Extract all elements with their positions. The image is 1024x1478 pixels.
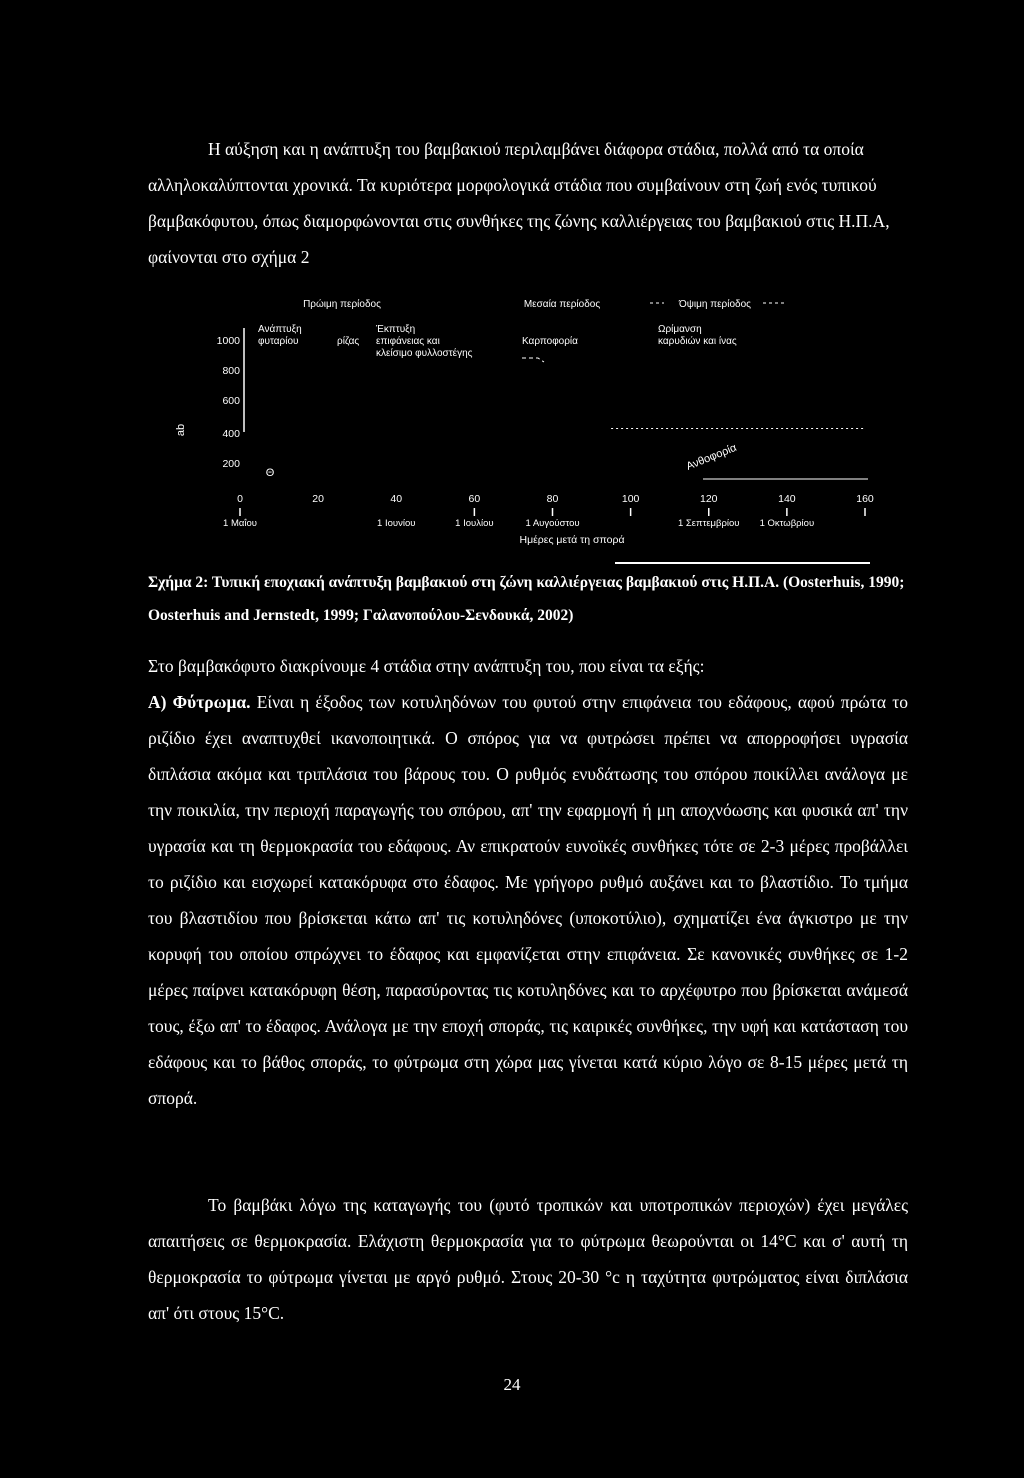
figure-2-chart <box>160 290 880 575</box>
bloom-label: Ανθοφορία <box>684 441 739 473</box>
stage-maturity-line1: Ωρίμανση <box>658 324 702 335</box>
x-tick-120: 120 <box>699 493 718 505</box>
page-number: 24 <box>503 1375 521 1394</box>
y-axis-label: ab <box>175 423 187 437</box>
fruiting-arrow <box>522 358 544 362</box>
figure-caption: Σχήμα 2: Τυπική εποχιακή ανάπτυξη βαμβακιού στη ζώνη καλλιέργειας βαμβακιού στις Η.Π.Α. (Oosterhuis, 1990; Oosterhuis and Jernstedt, 1999; Γαλανοπούλου-Σενδουκά, 2002) <box>148 574 905 624</box>
x-tick-60: 60 <box>468 493 481 505</box>
stage-a-title: Α) Φύτρωμα. <box>148 692 251 712</box>
y-tick-1000: 1000 <box>216 335 240 347</box>
temperature-paragraph: Το βαμβάκι λόγω της καταγωγής του (φυτό τροπικών και υποτροπικών περιοχών) έχει μεγάλες απαιτήσεις σε θερμοκρασία. Ελάχιστη θερμοκρασία για το φύτρωμα θεωρούνται οι 14°C και σ' αυτή τη θερμοκρασία το φύτρωμα γίνεται με αργό ρυθμό. Στους 20-30 °c η ταχύτητα φυτρώματος είναι διπλάσια απ' ότι στους 15°C. <box>148 1195 908 1323</box>
stage-maturity-line2: καρυδιών και ίνας <box>658 336 737 347</box>
period-early: Πρώιμη περίοδος <box>303 299 381 310</box>
stage-root: ρίζας <box>337 336 360 347</box>
x-tick-80: 80 <box>546 493 559 505</box>
stage-a-text: Είναι η έξοδος των κοτυληδόνων του φυτού στην επιφάνεια του εδάφους, αφού πρώτα το ριζίδιο έχει αναπτυχθεί ικανοποιητικά. Ο σπόρος για να φυτρώσει πρέπει να απορροφήσει υγρασία διπλάσια ακόμα και τριπλάσια του βάρους του. Ο ρυθμός ενυδάτωσης του σπόρου ποικίλλει ανάλογα με την ποικιλία, την περιοχή παραγωγής του σπόρου, απ' την εφαρμογή ή μη αποχνόωσης και φυσικά απ' την υγρασία και τη θερμοκρασία του εδάφους. Αν επικρατούν ευνοϊκές συνθήκες τότε σε 2-3 μέρες προβάλλει το ριζίδιο και εισχωρεί κατακόρυφα στο έδαφος. Με γρήγορο ρυθμό αυξάνει και το βλαστίδιο. Το τμήμα του βλαστιδίου που βρίσκεται κάτω απ' τις κοτυληδόνες (υποκοτύλιο), σχηματίζει ένα άγκιστρο με την κορυφή του οποίου σπρώχνει το έδαφος και εμφανίζεται στην επιφάνεια. Σε κανονικές συνθήκες σε 1-2 μέρες παίρνει κατακόρυφη θέση, παρασύροντας τις κοτυληδόνες και το αρχέφυτρο που βρίσκεται ανάμεσά τους, έξω απ' το έδαφος. Ανάλογα με την εποχή σποράς, τις καιρικές συνθήκες, την υφή και κατάσταση του εδάφους και το βάθος σποράς, το φύτρωμα στη χώρα μας γίνεται κατά κύριο λόγο σε 8-15 μέρες μετά τη σπορά. <box>148 692 908 1108</box>
x-tick-20: 20 <box>312 493 324 505</box>
x-tick-100: 100 <box>621 493 640 505</box>
stage-fruiting: Καρποφορία <box>522 336 578 347</box>
date-label-2: 1 Ιουλίου <box>455 518 494 529</box>
x-axis-label: Ημέρες μετά τη σπορά <box>519 534 625 546</box>
date-label-4: 1 Σεπτεμβρίου <box>677 518 740 529</box>
stage-expansion-line2: επιφάνειας και <box>376 336 440 347</box>
stage-a-paragraph <box>148 684 908 1116</box>
date-label-1: 1 Ιουνίου <box>377 518 416 529</box>
y-tick-labels <box>217 335 241 470</box>
date-label-0: 1 Μαΐου <box>223 518 257 529</box>
date-label-5: 1 Οκτωβρίου <box>759 518 815 529</box>
stage-emergence-line2: φυταρίου <box>258 336 299 347</box>
stage-expansion-line1: Έκπτυξη <box>376 324 416 335</box>
chart-svg <box>160 290 880 575</box>
date-label-3: 1 Αυγούστου <box>525 518 580 529</box>
x-tick-160: 160 <box>856 493 874 505</box>
stage-expansion-line3: κλείσιμο φυλλοστέγης <box>376 348 473 359</box>
y-tick-800: 800 <box>222 365 240 377</box>
intro-paragraph: Η αύξηση και η ανάπτυξη του βαμβακιού περιλαμβάνει διάφορα στάδια, πολλά από τα οποία αλληλοκαλύπτονται χρονικά. Τα κυριότερα μορφολογικά στάδια που συμβαίνουν στη ζωή ενός τυπικού βαμβακόφυτου, όπως διαμορφώνονται στις συνθήκες της ζώνης καλλιέργειας του βαμβακιού στις Η.Π.Α, φαίνονται στο σχήμα 2 <box>148 139 890 267</box>
stages-intro: Στο βαμβακόφυτο διακρίνουμε 4 στάδια στην ανάπτυξη του, που είναι τα εξής: <box>148 656 705 676</box>
y-tick-200: 200 <box>222 458 240 470</box>
y-tick-600: 600 <box>222 395 240 407</box>
period-middle: Μεσαία περίοδος <box>523 299 601 310</box>
emergence-marker: Θ <box>265 467 275 479</box>
period-late: Όψιμη περίοδος <box>679 299 751 310</box>
x-tick-140: 140 <box>778 493 796 505</box>
x-tick-0: 0 <box>237 493 243 505</box>
x-tick-40: 40 <box>390 493 403 505</box>
x-tick-labels <box>237 493 874 516</box>
date-labels <box>223 518 814 529</box>
y-tick-400: 400 <box>222 428 240 440</box>
stage-emergence-line1: Ανάπτυξη <box>258 324 302 335</box>
